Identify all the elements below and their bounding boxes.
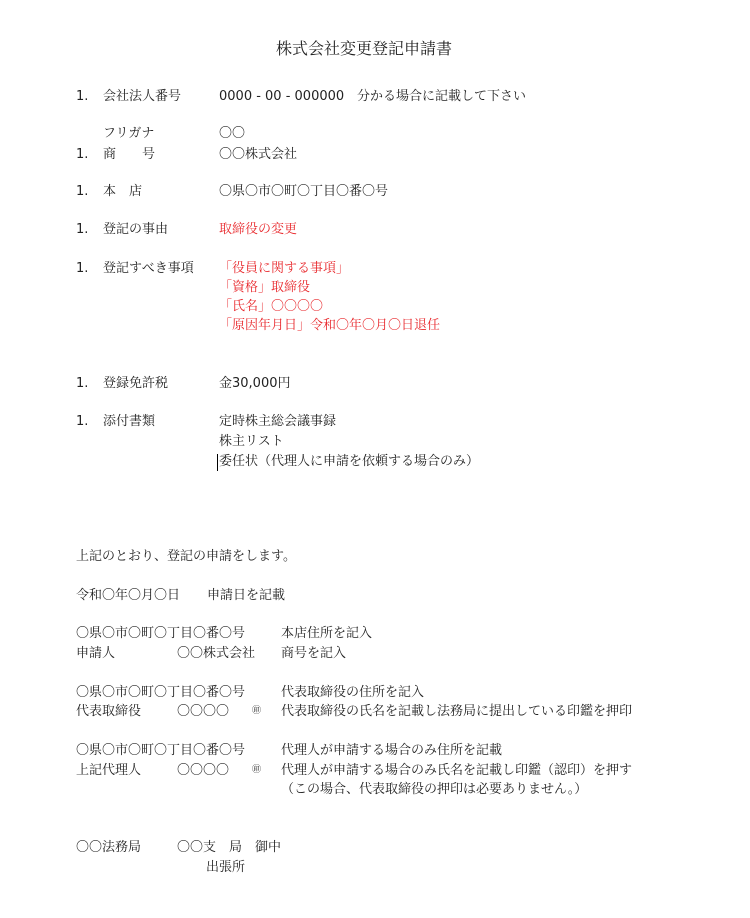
license-tax-value: 金30,000円 (219, 376, 291, 391)
trade-name-label: 商 号 (103, 147, 156, 162)
furigana-label: フリガナ (103, 126, 155, 141)
date-value: 令和〇年〇月〇日 (76, 588, 181, 603)
document-title: 株式会社変更登記申請書 (276, 39, 453, 58)
item-marker: 1. (76, 222, 89, 237)
applicant-address-note: 本店住所を記入 (281, 626, 373, 641)
item-marker: 1. (76, 147, 89, 162)
item-marker: 1. (76, 414, 89, 429)
applicant-address: 〇県〇市〇町〇丁目〇番〇号 (76, 626, 246, 641)
corp-number-label: 会社法人番号 (103, 89, 182, 104)
attachment-line: 委任状（代理人に申請を依頼する場合のみ） (219, 454, 480, 469)
item-marker: 1. (76, 376, 89, 391)
text-cursor (217, 454, 218, 471)
head-office-value: 〇県〇市〇町〇丁目〇番〇号 (219, 184, 389, 199)
item-marker: 1. (76, 184, 89, 199)
reason-value: 取締役の変更 (219, 222, 298, 237)
agent-label: 上記代理人 (76, 763, 142, 778)
matters-label: 登記すべき事項 (103, 261, 194, 276)
seal-icon: ㊞ (252, 706, 262, 716)
attachment-line: 定時株主総会議事録 (219, 414, 337, 429)
matters-line: 「役員に関する事項」 (219, 261, 350, 276)
reason-label: 登記の事由 (103, 222, 169, 237)
seal-icon: ㊞ (252, 765, 262, 775)
statement: 上記のとおり、登記の申請をします。 (76, 549, 296, 564)
item-marker: 1. (76, 89, 89, 104)
representative-address: 〇県〇市〇町〇丁目〇番〇号 (76, 685, 246, 700)
attachments-label: 添付書類 (103, 414, 156, 429)
applicant-label: 申請人 (76, 646, 116, 661)
agent-address-note: 代理人が申請する場合のみ住所を記載 (281, 743, 503, 758)
agent-address: 〇県〇市〇町〇丁目〇番〇号 (76, 743, 246, 758)
matters-line: 「氏名」〇〇〇〇 (219, 299, 324, 314)
representative-label: 代表取締役 (76, 704, 142, 719)
matters-line: 「資格」取締役 (219, 280, 311, 295)
date-note: 申請日を記載 (207, 588, 286, 603)
branch-sub: 出張所 (206, 860, 246, 875)
trade-name-value: 〇〇株式会社 (219, 147, 298, 162)
head-office-label: 本 店 (103, 184, 143, 199)
bureau-name: 〇〇法務局 (76, 840, 142, 855)
license-tax-label: 登録免許税 (103, 376, 169, 391)
agent-name: 〇〇〇〇 (177, 763, 230, 778)
corp-number-value: 0000 - 00 - 000000 (219, 89, 345, 104)
agent-name-note-2: （この場合、代表取締役の押印は必要ありません。） (281, 782, 588, 797)
representative-name-note: 代表取締役の氏名を記載し法務局に提出している印鑑を押印 (281, 704, 633, 719)
matters-line: 「原因年月日」令和〇年〇月〇日退任 (219, 318, 441, 333)
agent-name-note: 代理人が申請する場合のみ氏名を記載し印鑑（認印）を押す (281, 763, 633, 778)
attachment-line: 株主リスト (219, 434, 284, 449)
applicant-name: 〇〇株式会社 (177, 646, 256, 661)
item-marker: 1. (76, 261, 89, 276)
furigana-value: 〇〇 (219, 126, 246, 141)
corp-number-note: 分かる場合に記載して下さい (357, 89, 527, 104)
branch-name: 〇〇支 局 御中 (177, 840, 282, 855)
representative-name: 〇〇〇〇 (177, 704, 230, 719)
applicant-name-note: 商号を記入 (281, 646, 347, 661)
representative-address-note: 代表取締役の住所を記入 (281, 685, 425, 700)
